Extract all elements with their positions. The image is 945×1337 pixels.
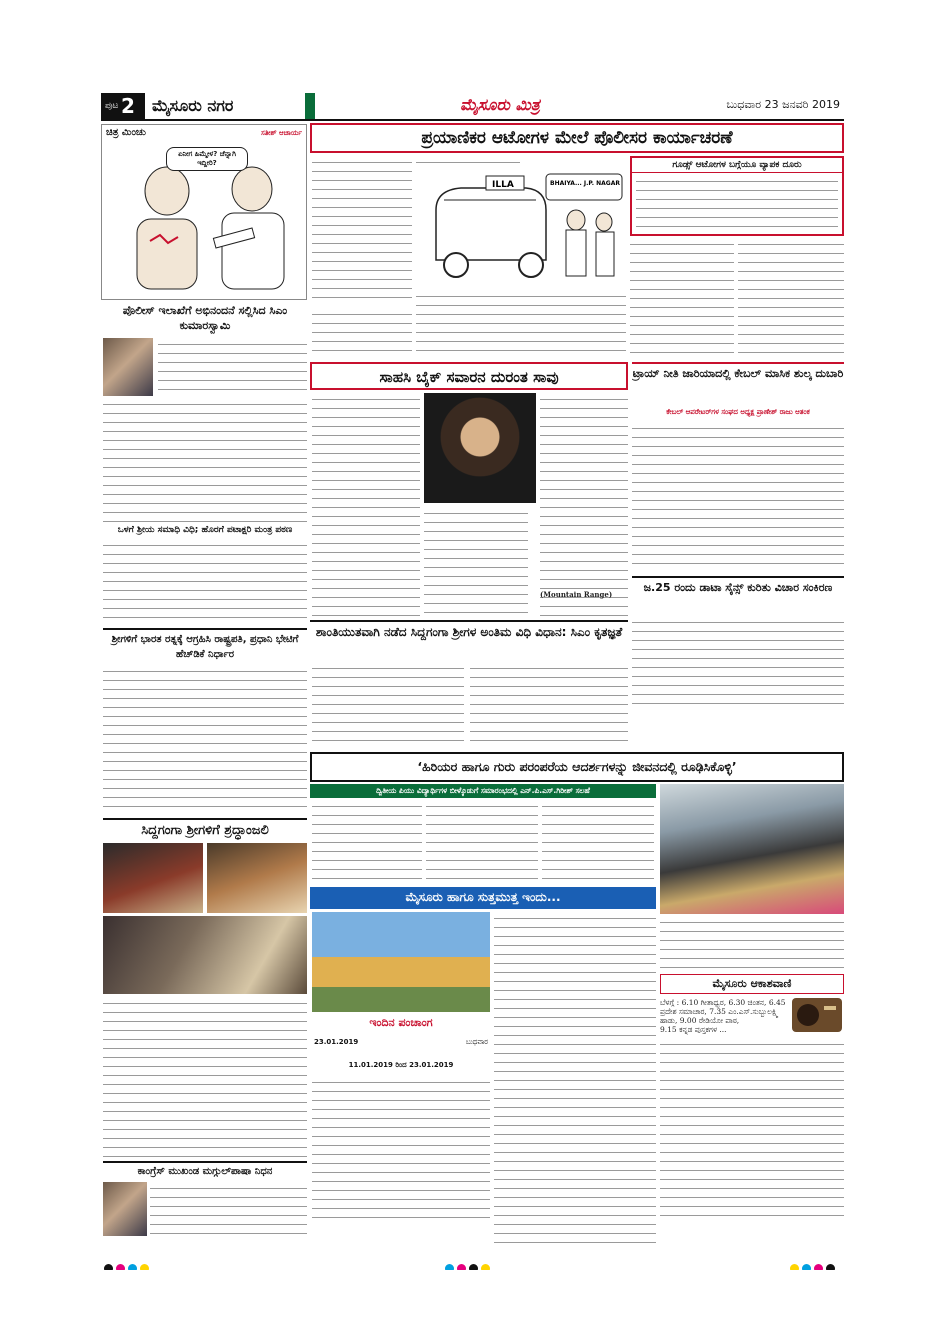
shanti-headline: ಶಾಂತಿಯುತವಾಗಿ ನಡೆದ ಸಿದ್ದಗಂಗಾ ಶ್ರೀಗಳ ಅಂತಿಮ ವಿಧಿ ವಿಧಾನ: ಸಿಎಂ ಕೃತಜ್ಞತೆ bbox=[310, 620, 628, 660]
shanti-body-col-2 bbox=[470, 662, 628, 748]
illus-sign-2: BHAIYA... J.P. NAGAR bbox=[550, 180, 620, 187]
banner-ceremony-photo bbox=[660, 784, 844, 914]
obit-portrait bbox=[103, 1182, 147, 1236]
cartoon-speech: ಏನೀಗ ಹಿಮ್ಮೇಳ? ಚೆನ್ನಾಗಿ ಇದ್ದೀರಿ? bbox=[166, 147, 248, 171]
data-science-head: ಜ.25 ರಂದು ಡಾಟಾ ಸೈನ್ಸ್ ಕುರಿತು ವಿಚಾರ ಸಂಕಿರಣ bbox=[632, 576, 844, 614]
lead-body-col-4 bbox=[738, 238, 844, 358]
radio-line-4: 9.15 ಕನ್ನಡ ಪುಸ್ತಕಗಳ ... bbox=[660, 1025, 727, 1034]
lead-headline: ಪ್ರಯಾಣಿಕರ ಆಟೋಗಳ ಮೇಲೆ ಪೊಲೀಸರ ಕಾರ್ಯಾಚರಣೆ bbox=[421, 128, 733, 148]
radio-title: ಮೈಸೂರು ಆಕಾಶವಾಣಿ bbox=[660, 974, 844, 994]
banner-head-box bbox=[310, 752, 844, 782]
auto-rickshaw-illustration bbox=[416, 170, 626, 288]
cartoon-box bbox=[101, 124, 307, 300]
events-list-col bbox=[494, 912, 656, 1244]
data-science-body bbox=[632, 616, 844, 706]
color-registration-right bbox=[790, 1258, 850, 1270]
panchanga-date: 23.01.2019 bbox=[314, 1038, 359, 1046]
bike-rider-portrait bbox=[424, 393, 536, 503]
events-title: ಮೈಸೂರು ಹಾಗೂ ಸುತ್ತಮುತ್ತ ಇಂದು... bbox=[405, 890, 561, 904]
story-bharat-ratna-head: ಶ್ರೀಗಳಿಗೆ ಭಾರತ ರತ್ನಕ್ಕೆ ಆಗ್ರಹಿಸಿ ರಾಷ್ಟ್ರಪತಿ, ಪ್ರಧಾನಿ ಭೇಟಿಗೆ ಹೆಚ್‌ಡಿಕೆ ನಿರ್ಧಾರ bbox=[103, 628, 307, 662]
mysore-palace-photo bbox=[312, 912, 490, 1012]
goods-auto-sidebar bbox=[630, 156, 844, 236]
bike-headline: ಸಾಹಸಿ ಬೈಕ್ ಸವಾರನ ದುರಂತ ಸಾವು bbox=[379, 368, 559, 386]
story-obit-head: ಕಾಂಗ್ರೆಸ್ ಮುಖಂಡ ಮಗ್ಗುಲ್‌ಪಾಷಾ ನಿಧನ bbox=[103, 1161, 307, 1179]
bike-body-col-1 bbox=[312, 393, 420, 617]
lead-body-col-3 bbox=[630, 238, 734, 358]
trai-subhead: ಕೇಬಲ್ ಆಪರೇಟರ್‌ಗಳ ಸಂಘದ ಅಧ್ಯಕ್ಷ ಪ್ರಾಣೇಶ್ ರಾಜು ಆತಂಕ bbox=[666, 408, 810, 416]
banner-headline: ‘ಹಿರಿಯರ ಹಾಗೂ ಗುರು ಪರಂಪರೆಯ ಆದರ್ಶಗಳನ್ನು ಜೀವನದಲ್ಲಿ ರೂಢಿಸಿಕೊಳ್ಳಿ’ bbox=[417, 759, 737, 774]
paper-name: ಮೈಸೂರು ಮಿತ್ರ bbox=[460, 95, 540, 114]
color-registration-center bbox=[445, 1258, 505, 1270]
story-cm-police-body bbox=[158, 338, 307, 396]
issue-date: ಬುಧವಾರ 23 ಜನವರಿ 2019 bbox=[726, 98, 840, 111]
tribute-photo-2 bbox=[207, 843, 307, 913]
radio-box bbox=[660, 974, 844, 1244]
shanti-body-col-1 bbox=[312, 662, 464, 748]
radio-schedule bbox=[660, 1038, 844, 1218]
panchanga-range: 11.01.2019 ರಿಂದ 23.01.2019 bbox=[348, 1061, 454, 1069]
story-cm-police-body-2 bbox=[103, 398, 307, 518]
page-label: ಪುಟ bbox=[105, 101, 119, 111]
banner-body-col-3 bbox=[542, 800, 654, 884]
cartoon-artist: ಸತೀಶ್ ಆಚಾರ್ಯ bbox=[261, 129, 302, 137]
radio-line-3: ಹಾಡು, 9.00 ರೇಡಿಯೋ ಪಾಠ, bbox=[660, 1016, 740, 1025]
goods-auto-body bbox=[636, 175, 838, 231]
banner-photo-caption bbox=[660, 916, 844, 970]
lead-body-col-6 bbox=[312, 308, 412, 358]
bike-body-col-2 bbox=[424, 507, 528, 617]
banner-subhead: ದ್ವಿತೀಯ ಪಿಯು ವಿದ್ಯಾರ್ಥಿಗಳ ಬೀಳ್ಕೊಡುಗೆ ಸಮಾರಂಭದಲ್ಲಿ ಎನ್.ಪಿ.ಎಸ್.ಗಿರೀಶ್ ಸಲಹೆ bbox=[310, 784, 656, 798]
banner-body-col-1 bbox=[312, 800, 422, 884]
panchanga-box bbox=[312, 1016, 490, 1244]
trai-headline: ಟ್ರಾಯ್ ನೀತಿ ಜಾರಿಯಾದಲ್ಲಿ ಕೇಬಲ್ ಮಾಸಿಕ ಶುಲ್ಕ ದುಬಾರಿ bbox=[632, 367, 844, 380]
section-title: ಮೈಸೂರು ನಗರ bbox=[152, 96, 234, 115]
mountain-range-label: (Mountain Range) bbox=[540, 590, 613, 599]
tribute-photo-1 bbox=[103, 843, 203, 913]
story-bharat-ratna-body bbox=[103, 665, 307, 815]
panchanga-body bbox=[312, 1076, 490, 1226]
lead-body-col-1 bbox=[312, 156, 412, 306]
trai-head-box bbox=[632, 362, 844, 406]
page-number: 2 bbox=[121, 94, 135, 118]
story-cm-police-head: ಪೊಲೀಸ್ ಇಲಾಖೆಗೆ ಅಭಿನಂದನೆ ಸಲ್ಲಿಸಿದ ಸಿಎಂ ಕುಮಾರಸ್ವಾಮಿ bbox=[122, 304, 288, 332]
radio-icon bbox=[792, 998, 842, 1032]
panchanga-day: ಬುಧವಾರ bbox=[465, 1038, 488, 1046]
radio-line-2: ಪ್ರದೇಶ ಸಮಾಚಾರ, 7.35 ಎಂ.ಎಸ್.ಸುಬ್ಬುಲಕ್ಷ್ಮಿ bbox=[660, 1007, 779, 1016]
banner-body-col-2 bbox=[426, 800, 538, 884]
lead-headline-box bbox=[310, 123, 844, 153]
lead-body-col-5 bbox=[416, 290, 626, 358]
story-tribute-body bbox=[103, 997, 307, 1157]
lead-body-col-2 bbox=[416, 156, 520, 170]
goods-auto-head: ಗೂಡ್ಸ್ ಆಟೋಗಳ ಬಗ್ಗೆಯೂ ವ್ಯಾಪಕ ದೂರು bbox=[632, 158, 842, 173]
cartoon-title: ಚಿತ್ರ ಮಿಂಚು bbox=[106, 127, 146, 138]
bike-body-col-3 bbox=[540, 393, 628, 617]
masthead-band bbox=[305, 93, 315, 119]
color-registration-left bbox=[104, 1258, 164, 1270]
illus-sign-1: ILLA bbox=[492, 180, 514, 190]
masthead-rule bbox=[101, 119, 844, 121]
cm-portrait bbox=[103, 338, 153, 396]
bike-head-box bbox=[310, 362, 628, 390]
trai-body bbox=[632, 422, 844, 572]
page-number-badge bbox=[101, 93, 145, 119]
story-samadhi-body bbox=[103, 539, 307, 625]
story-tribute-head: ಸಿದ್ದಗಂಗಾ ಶ್ರೀಗಳಿಗೆ ಶ್ರದ್ಧಾಂಜಲಿ bbox=[103, 818, 307, 840]
panchanga-title: ಇಂದಿನ ಪಂಚಾಂಗ bbox=[369, 1016, 433, 1029]
story-obit-body bbox=[150, 1182, 307, 1236]
radio-line-1: ಬೆಳಗ್ಗೆ : 6.10 ಗೀತಾಧ್ವರ, 6.30 ಚಿಂತನ, 6.45 bbox=[660, 998, 786, 1007]
story-samadhi-head: ಒಳಗೆ ಶ್ರೀಯ ಸಮಾಧಿ ವಿಧಿ; ಹೊರಗೆ ಪಟಾಕ್ಷರಿ ಮಂತ್ರ ಪಠಣ bbox=[103, 521, 307, 537]
tribute-photo-3 bbox=[103, 916, 307, 994]
events-title-bar bbox=[310, 887, 656, 909]
